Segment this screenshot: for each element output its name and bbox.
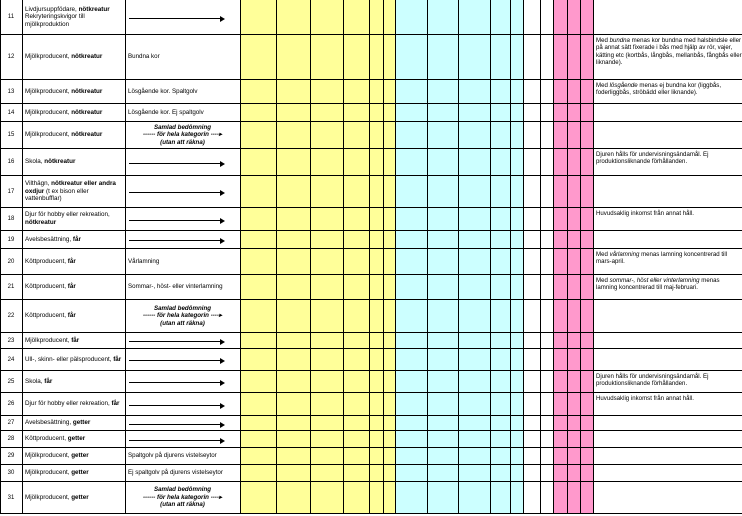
animal-type-label: nötkreatur: [71, 87, 103, 95]
category-cell: [22, 448, 125, 464]
table-row: [0, 300, 742, 333]
table-row: [0, 349, 742, 371]
arrow-right-icon: [129, 18, 223, 19]
category-text: [25, 494, 89, 502]
category-cell: [22, 208, 125, 230]
animal-type-label: nötkreatur: [78, 5, 110, 13]
text-fragment: Mjölkproducent,: [25, 87, 72, 95]
text-fragment: Huvudsaklig inkomst från annat håll.: [596, 210, 694, 217]
remark-cell: [593, 208, 742, 230]
row-number: 29: [7, 453, 15, 459]
animal-type-label: getter: [67, 435, 86, 443]
samlad-line-1: Samlad bedömning: [153, 123, 212, 131]
text-fragment: Med: [596, 82, 610, 89]
category-text: [25, 283, 76, 291]
text-fragment: Köttproducent,: [25, 435, 68, 443]
table-row: [0, 80, 742, 104]
text-fragment: Skola,: [25, 158, 45, 166]
row-number: 17: [7, 188, 15, 195]
animal-type-label: getter: [72, 419, 91, 427]
category-text: [25, 419, 90, 427]
table-row: [0, 275, 742, 300]
category-text: [25, 53, 102, 61]
category-cell: [22, 300, 125, 332]
text-fragment: Mjölkproducent,: [25, 53, 72, 61]
samlad-line-2: ------ för hela kategorin ----▸: [143, 312, 222, 319]
category-cell: [22, 35, 125, 79]
samlad-line-2: ------ för hela kategorin ----▸: [143, 494, 222, 501]
table-row: [0, 122, 742, 149]
table-row: [0, 0, 742, 35]
text-fragment: Skola,: [25, 377, 45, 385]
text-fragment: Med: [596, 37, 610, 44]
animal-type-label: getter: [71, 493, 89, 501]
subcategory-cell: Ej spaltgolv på djurens vistelseytor: [128, 469, 223, 477]
row-number: 19: [7, 236, 15, 243]
remark-cell: [593, 80, 742, 103]
text-fragment: Mjölkproducent,: [25, 131, 72, 139]
remark-cell: [593, 149, 742, 175]
table-row: [0, 104, 742, 122]
text-fragment: menas ej bundna kor (liggbås, foderliggbås, ströbädd eller liknande).: [596, 82, 722, 97]
combined-assessment-note: [125, 122, 240, 148]
arrow-right-icon: [129, 440, 223, 441]
category-cell: [22, 416, 125, 430]
category-text: [25, 131, 102, 139]
category-cell: [22, 104, 125, 121]
remark-text: [596, 277, 742, 292]
arrow-right-icon: [129, 360, 223, 361]
table-row: [0, 448, 742, 465]
row-number: 15: [7, 132, 15, 138]
text-fragment: Med: [596, 277, 610, 284]
row-number: 25: [7, 378, 15, 385]
category-cell: [22, 80, 125, 103]
animal-type-label: får: [44, 377, 53, 385]
table-row: [0, 416, 742, 431]
table-row: [0, 231, 742, 249]
category-text: [25, 109, 102, 117]
text-fragment: Djur för hobby eller rekreation,: [25, 211, 110, 219]
category-text: [25, 258, 76, 266]
category-cell: [22, 249, 125, 274]
subcategory-cell: Bundna kor: [128, 53, 160, 61]
text-fragment: Avelsbesättning,: [25, 235, 73, 243]
text-fragment: Köttproducent,: [25, 283, 68, 291]
row-number: 20: [7, 258, 15, 265]
subcategory-cell: Spaltgolv på djurens vistelseytor: [128, 452, 217, 460]
table-row: [0, 208, 742, 231]
category-text: [25, 88, 102, 96]
combined-assessment-text: [143, 124, 222, 146]
category-text: [25, 378, 52, 386]
animal-type-label: får: [111, 400, 120, 408]
row-number: 11: [7, 14, 15, 20]
row-number: 27: [7, 420, 15, 426]
category-cell: [22, 465, 125, 481]
text-fragment: Rekryteringskvigor till mjölkproduktion: [25, 13, 85, 28]
category-cell: [22, 176, 125, 207]
emphasis-text: sommar-, höst eller vinterlamning: [609, 277, 700, 284]
arrow-right-icon: [129, 424, 223, 425]
animal-type-label: nötkreatur: [71, 131, 103, 139]
remark-text: [596, 210, 694, 217]
remark-text: [596, 37, 742, 67]
row-number: 24: [7, 356, 15, 363]
combined-assessment-text: [143, 305, 222, 327]
category-text: [25, 158, 75, 166]
combined-assessment-note: [125, 482, 240, 513]
samlad-line-3: (utan att räkna): [160, 501, 205, 509]
row-number: 14: [7, 109, 15, 116]
table-row: [0, 149, 742, 176]
samlad-line-1: Samlad bedömning: [153, 486, 212, 494]
samlad-line-2: ------ för hela kategorin ----▸: [143, 131, 222, 138]
table-row: [0, 431, 742, 448]
category-cell: [22, 431, 125, 447]
animal-type-label: getter: [71, 469, 89, 477]
arrow-right-icon: [129, 405, 223, 406]
category-text: [25, 312, 76, 320]
animal-type-label: nötkreatur eller andra oxdjur: [25, 180, 116, 195]
subcategory-cell: Sommar-, höst- eller vinterlamning: [128, 283, 223, 291]
text-fragment: (t ex bison eller vattenbufflar): [25, 187, 89, 203]
animal-type-label: får: [67, 257, 76, 265]
animal-type-label: får: [71, 336, 80, 344]
animal-type-label: nötkreatur: [71, 53, 103, 61]
text-fragment: Djuren hålls för undervisningsändamål. Ej produktionsliknande förhållanden.: [596, 151, 709, 166]
text-fragment: Ull-, skinn- eller pälsproducent,: [25, 355, 114, 363]
text-fragment: Köttproducent,: [25, 312, 68, 320]
row-number: 28: [7, 436, 15, 442]
row-number: 18: [7, 216, 15, 222]
arrow-right-icon: [129, 192, 223, 193]
category-text: [25, 180, 125, 203]
table-row: [0, 333, 742, 349]
row-number: 26: [7, 401, 15, 407]
subcategory-cell: Vårlamning: [128, 257, 160, 265]
row-number: 16: [7, 159, 15, 165]
remark-text: [596, 373, 742, 388]
remark-cell: [593, 393, 742, 415]
table-row: [0, 465, 742, 482]
arrow-right-icon: [129, 341, 223, 342]
animal-type-label: nötkreatur: [25, 219, 57, 226]
emphasis-text: vårlamning: [609, 251, 640, 258]
animal-type-label: nötkreatur: [44, 158, 76, 166]
category-cell: [22, 122, 125, 148]
row-number: 12: [7, 54, 15, 60]
combined-assessment-text: [143, 486, 222, 508]
category-text: [25, 452, 89, 460]
category-cell: [22, 349, 125, 370]
text-fragment: Djur för hobby eller rekreation,: [25, 400, 112, 408]
text-fragment: Livdjursuppfödare,: [25, 5, 79, 13]
category-cell: [22, 482, 125, 513]
remark-text: [596, 151, 742, 166]
text-fragment: Huvudsaklig inkomst från annat håll.: [596, 395, 694, 402]
table-row: [0, 393, 742, 416]
remark-text: [596, 251, 742, 266]
emphasis-text: bundna: [609, 37, 630, 44]
remark-text: [596, 82, 742, 97]
table-row: [0, 371, 742, 393]
arrow-right-icon: [129, 382, 223, 383]
category-text: [25, 211, 125, 226]
arrow-right-icon: [129, 220, 223, 221]
text-fragment: menas lamning koncentrerad till mars-april.: [596, 251, 728, 266]
category-cell: [22, 231, 125, 248]
category-cell: [22, 393, 125, 415]
remark-text: [596, 395, 694, 402]
arrow-right-icon: [129, 240, 223, 241]
row-number: 13: [7, 88, 15, 95]
text-fragment: Mjölkproducent,: [25, 452, 72, 460]
animal-type-label: får: [67, 312, 76, 320]
text-fragment: Mjölkproducent,: [25, 336, 72, 344]
row-number: 23: [7, 337, 15, 344]
text-fragment: Djuren hålls för undervisningsändamål. Ej produktionsliknande förhållanden.: [596, 373, 709, 388]
category-cell: [22, 0, 125, 34]
combined-assessment-note: [125, 300, 240, 332]
remark-cell: [593, 371, 742, 392]
table-row: [0, 482, 742, 514]
row-number: 22: [7, 313, 15, 319]
row-number: 31: [7, 494, 15, 501]
category-cell: [22, 333, 125, 348]
text-fragment: Med: [596, 251, 610, 258]
table-row: [0, 35, 742, 80]
subcategory-cell: Lösgående kor. Ej spaltgolv: [128, 108, 204, 116]
category-text: [25, 337, 79, 345]
row-number: 21: [7, 284, 15, 290]
category-text: [25, 469, 89, 477]
text-fragment: Mjölkproducent,: [25, 108, 72, 116]
emphasis-text: lösgående: [609, 82, 638, 89]
remark-cell: [593, 275, 742, 299]
samlad-line-1: Samlad bedömning: [153, 304, 212, 312]
category-text: [25, 400, 120, 408]
text-fragment: Mjölkproducent,: [25, 469, 72, 477]
animal-type-label: får: [72, 235, 81, 243]
text-fragment: menas lamning koncentrerad till maj-februari.: [596, 277, 720, 292]
table-row: [0, 176, 742, 208]
text-fragment: Avelsbesättning,: [25, 419, 73, 427]
category-text: [25, 6, 125, 29]
animal-type-label: nötkreatur: [71, 108, 103, 116]
remark-cell: [593, 249, 742, 274]
category-cell: [22, 149, 125, 175]
text-fragment: Köttproducent,: [25, 257, 68, 265]
table-row: [0, 249, 742, 275]
arrow-right-icon: [129, 163, 223, 164]
category-text: [25, 236, 81, 244]
text-fragment: Mjölkproducent,: [25, 493, 72, 501]
subcategory-cell: Lösgående kor. Spaltgolv: [128, 87, 198, 95]
category-text: [25, 356, 121, 364]
category-cell: [22, 275, 125, 299]
samlad-line-3: (utan att räkna): [160, 319, 205, 327]
text-fragment: menas kor bundna med halsbindsle eller på annat sätt fixerade i bås med hjälp av rör, vajer, kätting etc (kortbås, långbås, mellanbås, fångbås eller liknande).: [596, 37, 742, 67]
category-text: [25, 435, 85, 443]
remark-cell: [593, 35, 742, 79]
samlad-line-3: (utan att räkna): [160, 138, 205, 146]
category-cell: [22, 371, 125, 392]
animal-type-label: getter: [71, 452, 89, 460]
animal-type-label: får: [113, 355, 122, 363]
text-fragment: Vilthägn,: [25, 180, 52, 188]
row-number: 30: [7, 470, 15, 476]
animal-type-label: får: [67, 283, 76, 291]
